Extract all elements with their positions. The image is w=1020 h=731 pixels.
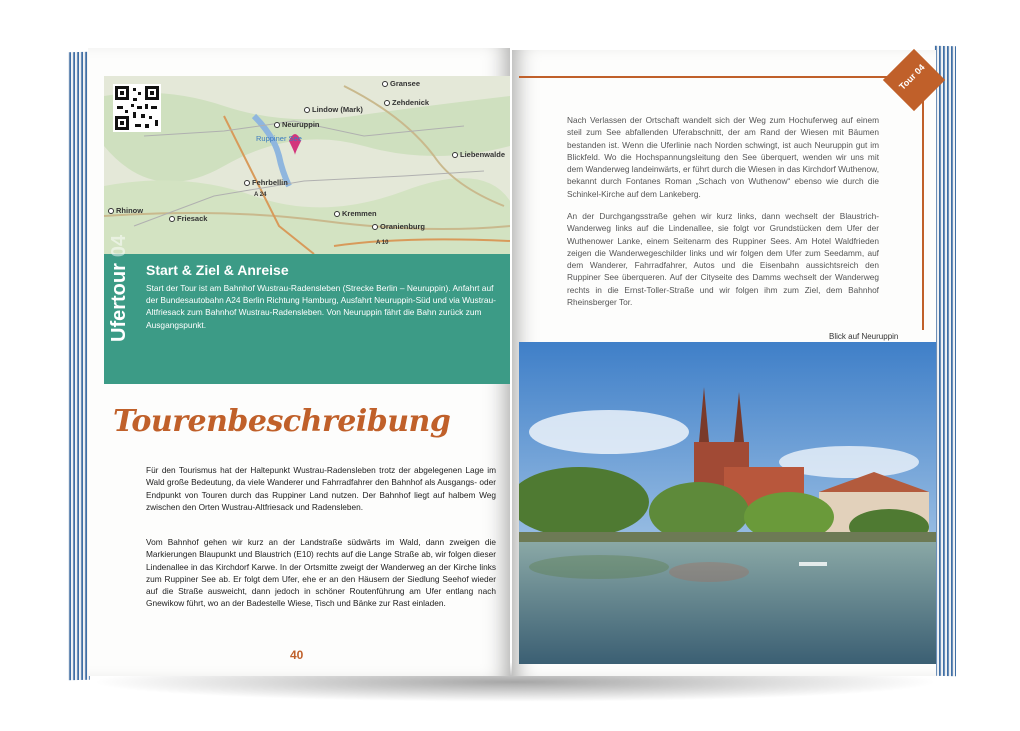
photo-caption: Blick auf Neuruppin	[829, 332, 899, 341]
tour-sidebar-label	[108, 235, 131, 342]
map-label-neuruppin: Neuruppin	[274, 120, 320, 129]
tour-tab-label: Tour 04	[897, 62, 927, 92]
map-label-liebenwalde: Liebenwalde	[452, 150, 505, 159]
map-label-kremmen: Kremmen	[334, 209, 377, 218]
page-edges-left	[68, 52, 90, 680]
qr-code[interactable]	[113, 84, 161, 132]
right-paragraph-2: An der Durchgangsstraße gehen wir kurz links, dann wechselt der Blaustrich-Wanderweg links auf die Lindenallee, sie folgt vor Grundstücken dem Ufer der Wuthenower Lanke, einem Seitenarm des Ruppiner Sees. Am Hotel Waldfrieden zeigen die Wanderwegeschilder links und wir folgen dem Ufer zum Seedamm, auf dem Wanderer, Fahrradfahrer, Autos und die Eisenbahn aussichtsreich den Ruppiner See überqueren. Auf der Cityseite des Damms wechselt der Wanderweg rechts in die Ernst-Toller-Straße und wir folgen ihm zum Ziel, dem Bahnhof Rheinsberger Tor.	[567, 211, 879, 308]
tour-number: 04	[108, 234, 130, 258]
right-paragraph-1: Nach Verlassen der Ortschaft wandelt sich der Weg zum Hochuferweg auf einem steil zum See abfallenden Uferabschnitt, der am Rand der Wiesen mit Bäumen bestanden ist. Wenn die Uferlinie nach Norden schwingt, ist auch Neuruppin gut im Blickfeld. Wo die Hochspannungsleitung den See überquert, wenden wir uns mit dem Wanderweg landeinwärts, er führt durch die Wiesen in das Kirchdorf Wuthenow, bekannt durch Fontanes Roman „Schach von Wuthenow“ ebenso wie durch die Schinkel-Kirche auf dem Lankeberg.	[567, 115, 879, 199]
map-label-gransee: Gransee	[382, 79, 420, 88]
qr-code-graphic	[113, 84, 161, 132]
map-label-friesack: Friesack	[169, 214, 207, 223]
description-paragraph-1: Für den Tourismus hat der Haltepunkt Wustrau-Radensleben trotz der abgelegenen Lage im Wald große Bedeutung, da viele Wanderer und Fahrradfahrer den Bahnhof als Ausgangs- oder Endpunkt von Touren durch das Ruppiner Land nutzen. Der Bahnhof liegt auf halbem Weg zwischen den Orten Wustrau-Altfriesack und Radensleben.	[146, 465, 496, 512]
tour-word: Ufertour	[108, 263, 130, 342]
map-graphic	[104, 76, 510, 254]
start-text: Start der Tour ist am Bahnhof Wustrau-Radensleben (Strecke Berlin – Neuruppin). Anfahrt auf der Bundesautobahn A24 Berlin Richtung Hamburg, Ausfahrt Neuruppin-Süd und via Wustrau-Altfriesack zum Bahnhof Wustrau-Radensleben. Von Neuruppin fährt die Bahn zurück zum Ausgangspunkt.	[146, 283, 496, 330]
page-number: 40	[290, 648, 304, 662]
description-paragraph-2: Vom Bahnhof gehen wir kurz an der Landstraße südwärts im Wald, dann zweigen die Markierungen Blaupunkt und Blaustrich (E10) rechts auf die Lange Straße ab, wir folgen dieser Lindenallee in das Kirchdorf Karwe. In der Ortsmitte zweigt der Wanderweg an der Kirche links zum Ruppiner See ab. Er folgt dem Ufer, ehe er an den Häusern der Siedlung Seehof wieder auf die Straße ausweicht, dann jedoch in schöner Routenführung am Ufer entlang nach Gnewikow führt, wo an der Badestelle Wiese, Tisch und Bänke zur Rast einladen.	[146, 537, 496, 609]
map-label-rhinow: Rhinow	[108, 206, 143, 215]
photo-graphic	[519, 342, 936, 664]
map-label-ruppiner-see: Ruppiner See	[256, 134, 302, 143]
map-label-a24: A 24	[254, 192, 267, 198]
map-label-oranienburg: Oranienburg	[372, 222, 425, 231]
start-title: Start & Ziel & Anreise	[146, 262, 289, 278]
map-label-a10: A 10	[376, 240, 389, 246]
map-label-zehdenick: Zehdenick	[384, 98, 429, 107]
page-edges-right	[934, 46, 956, 676]
section-title: Tourenbeschreibung	[113, 404, 451, 439]
map-label-fehrbellin: Fehrbellin	[244, 178, 288, 187]
route-map	[104, 76, 510, 254]
map-label-lindow: Lindow (Mark)	[304, 105, 363, 114]
neuruppin-photo	[519, 342, 936, 664]
